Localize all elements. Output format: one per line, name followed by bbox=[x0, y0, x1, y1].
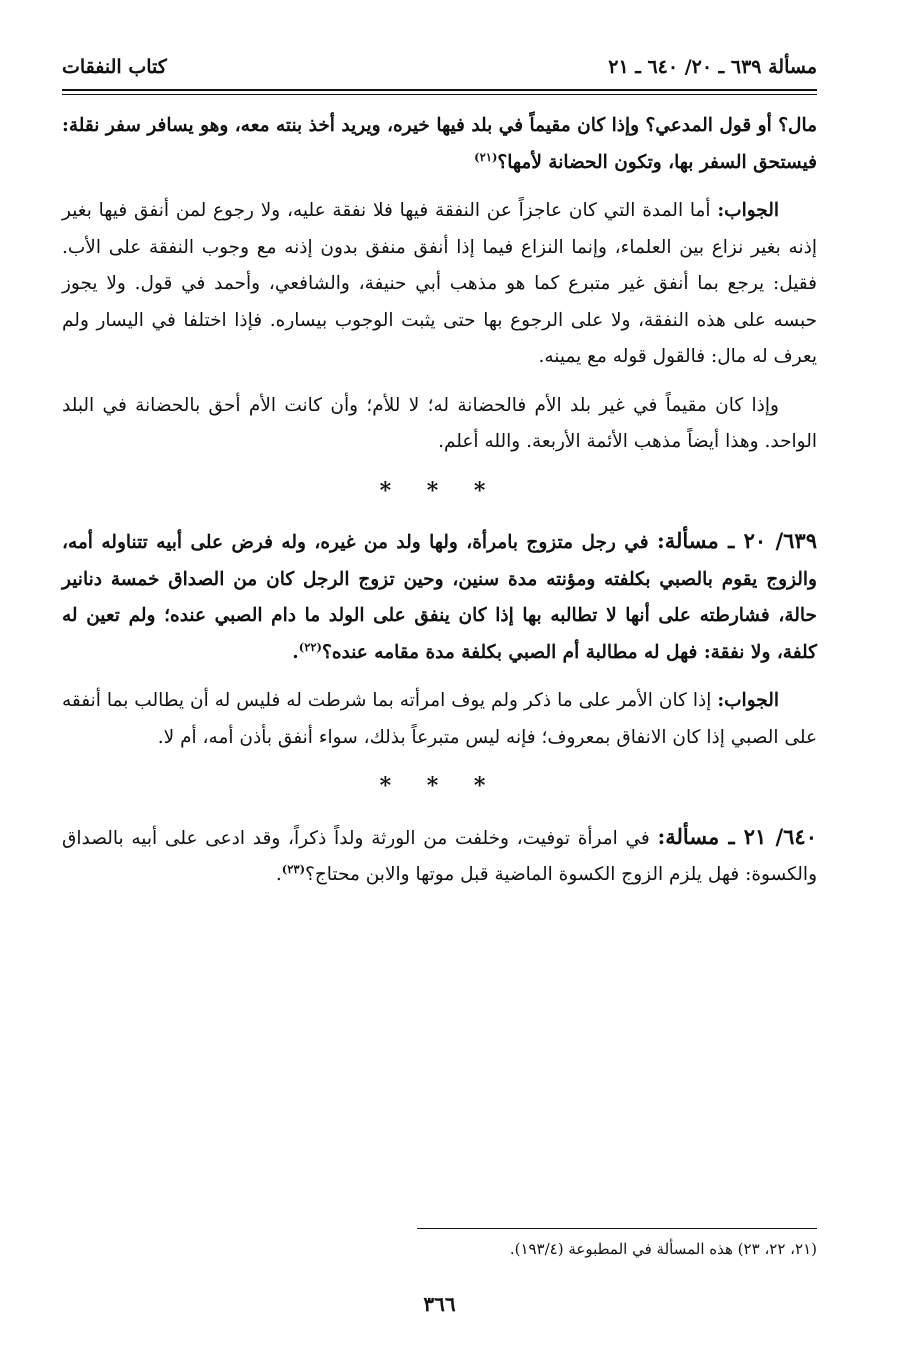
footnote-rule bbox=[417, 1228, 817, 1229]
question-paragraph bbox=[62, 523, 817, 671]
answer-label: الجواب: bbox=[717, 690, 779, 711]
paragraph-end-mark: . bbox=[292, 641, 299, 663]
answer-paragraph bbox=[62, 683, 817, 756]
header-thin-rule bbox=[62, 94, 817, 95]
footnote-reference: (٢١) bbox=[474, 149, 498, 164]
header-thick-rule bbox=[62, 89, 817, 91]
answer-paragraph bbox=[62, 388, 817, 461]
book-page bbox=[62, 0, 817, 1349]
running-header bbox=[62, 56, 817, 78]
page-number: ٣٦٦ bbox=[423, 1292, 456, 1316]
answer-paragraph bbox=[62, 193, 817, 376]
question-paragraph bbox=[62, 108, 817, 181]
paragraph-text: في امرأة توفيت، وخلفت من الورثة ولداً ذكراً، وقد ادعى على أبيه بالصداق والكسوة: فهل يلزم الزوج الكسوة الماضية قبل موتها والابن محتاج؟ bbox=[62, 827, 817, 885]
question-paragraph bbox=[62, 819, 817, 894]
header-book-title: كتاب النفقات bbox=[62, 56, 167, 78]
footnote-reference: (٢٣) bbox=[281, 861, 306, 876]
page-body bbox=[62, 108, 817, 906]
section-separator: * * * bbox=[379, 773, 500, 799]
paragraph-text: وإذا كان مقيماً في غير بلد الأم فالحضانة له؛ لا للأم؛ وأن كانت الأم أحق بالحضانة في البلد الواحد. وهذا أيضاً مذهب الأئمة الأربعة. والله أعلم. bbox=[62, 394, 817, 452]
question-number: ٦٣٩/ ٢٠ ـ مسألة: bbox=[657, 528, 817, 553]
footnote: (٢١، ٢٢، ٢٣) هذه المسألة في المطبوعة (١٩٣/٤). bbox=[509, 1240, 817, 1258]
paragraph-text: أما المدة التي كان عاجزاً عن النفقة فيها فلا نفقة عليه، ولا رجوع لمن أنفق فيها بغير إذنه بغير نزاع بين العلماء، وإنما النزاع فيما إذا أنفق منفق بدون إذنه مع وجوب النفقة على الأب. فقيل: يرجع بما أنفق غير متبرع كما هو مذهب أبي حنيفة، والشافعي، وأحمد في قول. ولا يجوز حبسه على هذه النفقة، ولا على الرجوع بها حتى يثبت الوجوب بيساره. فإذا اختلفا في اليسار ولم يعرف له مال: فالقول قوله مع يمينه. bbox=[62, 200, 817, 367]
section-separator: * * * bbox=[379, 477, 500, 504]
paragraph-end-mark: . bbox=[275, 864, 282, 885]
header-question-range: مسألة ٦٣٩ ـ ٢٠/ ٦٤٠ ـ ٢١ bbox=[608, 56, 817, 78]
answer-label: الجواب: bbox=[717, 200, 779, 221]
footnote-reference: (٢٢) bbox=[298, 639, 322, 654]
paragraph-text: في رجل متزوج بامرأة، ولها ولد من غيره، وله فرض على أبيه تتناوله أمه، والزوج يقوم بالصبي بكلفته ومؤنته مدة سنين، وحين تزوج الرجل كان من الصداق خمسة دنانير حالة، فشارطته على أنها لا تطالبه بها إذا كان ينفق على الولد ما دام الصبي عنده؛ ولم تعين له كلفة، ولا نفقة: فهل له مطالبة أم الصبي بكلفة مدة مقامه عنده؟ bbox=[62, 532, 817, 663]
question-number: ٦٤٠/ ٢١ ـ مسألة: bbox=[657, 823, 817, 849]
paragraph-text: مال؟ أو قول المدعي؟ وإذا كان مقيماً في بلد فيها خيره، ويريد أخذ بنته معه، وهو يسافر سفر نقلة: فيستحق السفر بها، وتكون الحضانة لأمها؟ bbox=[62, 115, 817, 173]
paragraph-text: إذا كان الأمر على ما ذكر ولم يوف امرأته بما شرطت له فليس له أن يطالب بما أنفقه على الصبي إذا كان الانفاق بمعروف؛ فإنه ليس متبرعاً بذلك، سواء أنفق بأذن أمه، أم لا. bbox=[62, 690, 817, 748]
